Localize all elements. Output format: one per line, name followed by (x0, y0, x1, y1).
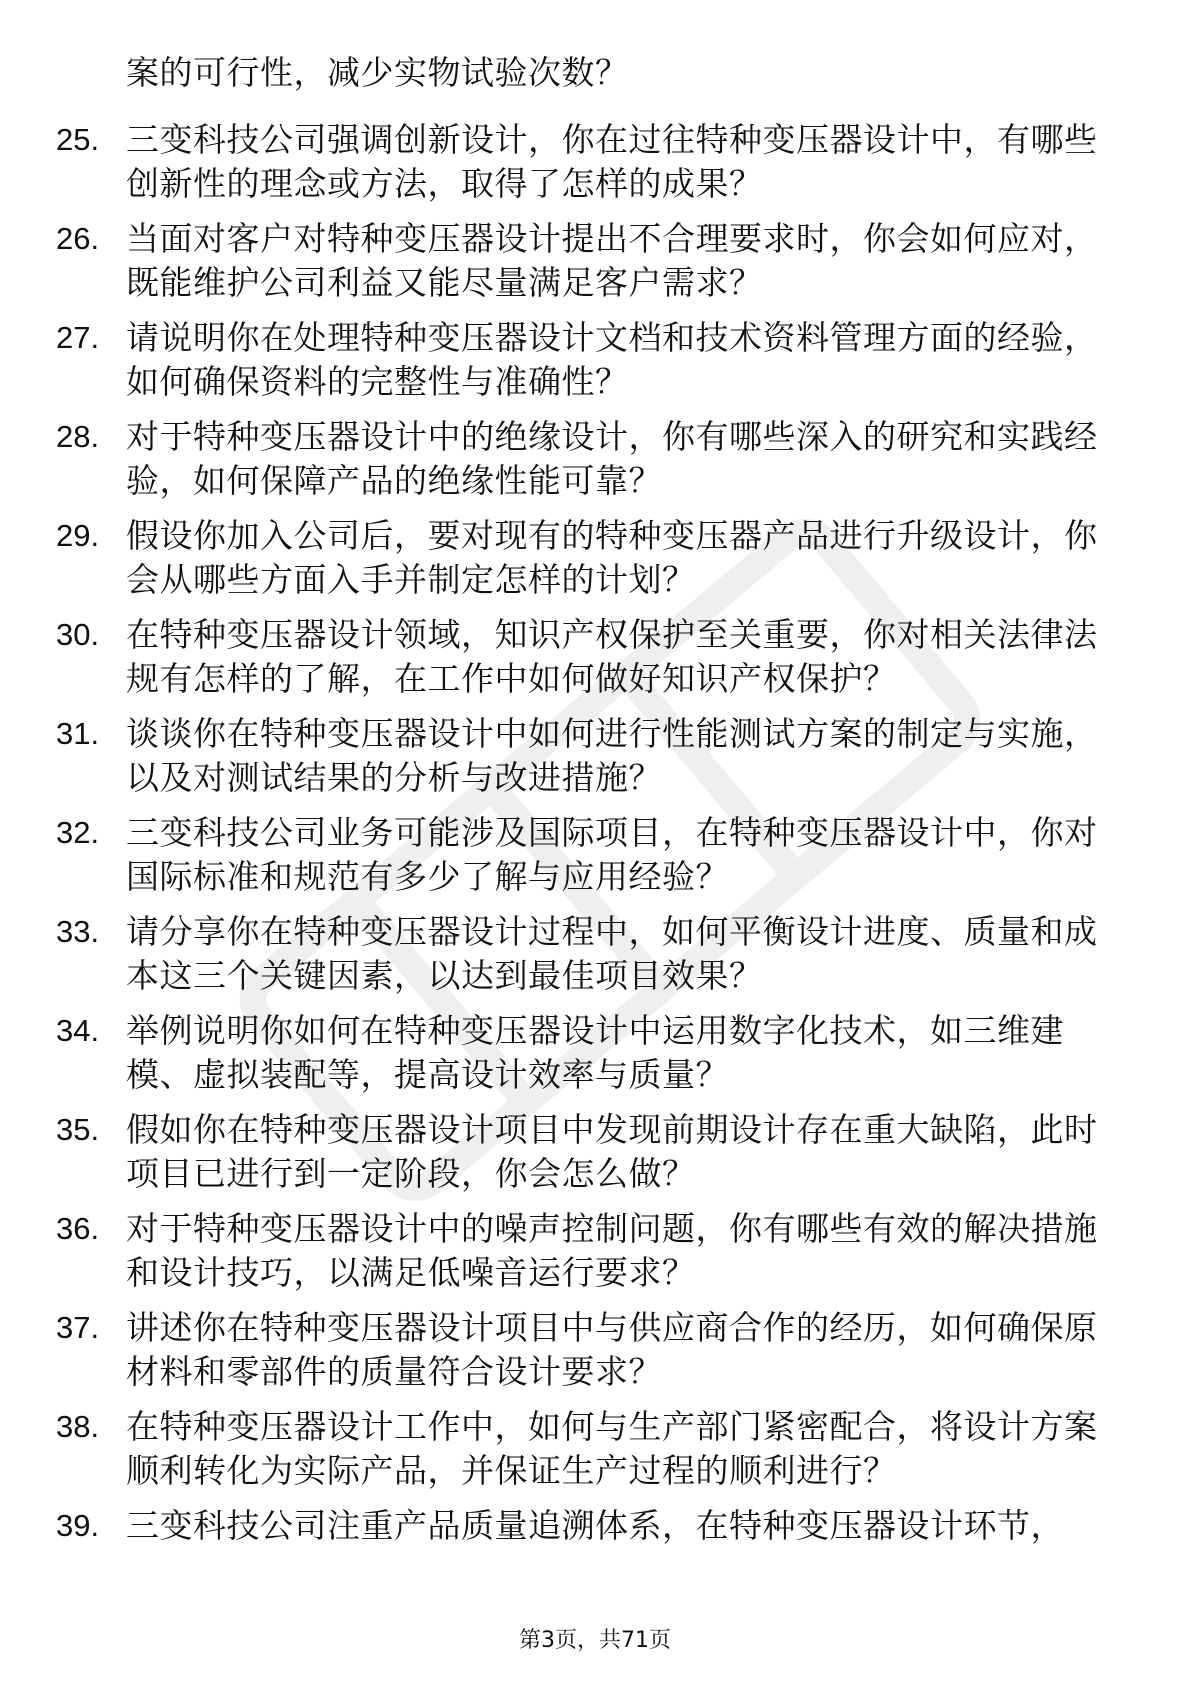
question-number: 25. (56, 122, 100, 157)
question-number: 37. (56, 1310, 100, 1345)
question-text: 三变科技公司强调创新设计，你在过往特种变压器设计中，有哪些创新性的理念或方法，取得了怎样的成果？ (126, 120, 1098, 203)
question-number: 30. (56, 617, 100, 652)
question-text: 谈谈你在特种变压器设计中如何进行性能测试方案的制定与实施，以及对测试结果的分析与改进措施？ (126, 714, 1098, 797)
question-text: 举例说明你如何在特种变压器设计中运用数字化技术，如三维建模、虚拟装配等，提高设计效率与质量？ (126, 1011, 1064, 1094)
question-item (56, 613, 1126, 701)
question-item (56, 712, 1126, 800)
question-list (56, 118, 1126, 1559)
question-item (56, 118, 1126, 206)
question-number: 35. (56, 1112, 100, 1147)
question-item (56, 1405, 1126, 1493)
question-item (56, 217, 1126, 305)
question-number: 26. (56, 221, 100, 256)
question-number: 29. (56, 518, 100, 553)
page-footer: 第3页，共71页 (519, 1628, 671, 1653)
continuation-text: 案的可行性，减少实物试验次数？ (126, 53, 629, 92)
question-item (56, 1009, 1126, 1097)
question-number: 31. (56, 716, 100, 751)
question-item (56, 1306, 1126, 1394)
question-text: 请分享你在特种变压器设计过程中，如何平衡设计进度、质量和成本这三个关键因素，以达到最佳项目效果？ (126, 912, 1098, 995)
question-text: 讲述你在特种变压器设计项目中与供应商合作的经历，如何确保原材料和零部件的质量符合设计要求？ (126, 1308, 1098, 1391)
question-text: 当面对客户对特种变压器设计提出不合理要求时，你会如何应对，既能维护公司利益又能尽量满足客户需求？ (126, 219, 1098, 302)
question-number: 34. (56, 1013, 100, 1048)
question-text: 三变科技公司注重产品质量追溯体系，在特种变压器设计环节， (126, 1506, 1064, 1545)
question-text: 假设你加入公司后，要对现有的特种变压器产品进行升级设计，你会从哪些方面入手并制定怎样的计划？ (126, 516, 1098, 599)
question-text: 在特种变压器设计工作中，如何与生产部门紧密配合，将设计方案顺利转化为实际产品，并保证生产过程的顺利进行？ (126, 1407, 1098, 1490)
question-text: 三变科技公司业务可能涉及国际项目，在特种变压器设计中，你对国际标准和规范有多少了解与应用经验？ (126, 813, 1098, 896)
question-text: 对于特种变压器设计中的绝缘设计，你有哪些深入的研究和实践经验，如何保障产品的绝缘性能可靠？ (126, 417, 1098, 500)
question-item (56, 1504, 1126, 1548)
question-text: 在特种变压器设计领域，知识产权保护至关重要，你对相关法律法规有怎样的了解，在工作中如何做好知识产权保护？ (126, 615, 1098, 698)
question-number: 33. (56, 914, 100, 949)
question-item (56, 910, 1126, 998)
question-item (56, 811, 1126, 899)
question-number: 32. (56, 815, 100, 850)
question-number: 39. (56, 1508, 100, 1543)
question-text: 请说明你在处理特种变压器设计文档和技术资料管理方面的经验，如何确保资料的完整性与准确性？ (126, 318, 1098, 401)
question-item (56, 316, 1126, 404)
question-number: 28. (56, 419, 100, 454)
question-item (56, 1207, 1126, 1295)
question-number: 38. (56, 1409, 100, 1444)
question-item (56, 514, 1126, 602)
question-text: 对于特种变压器设计中的噪声控制问题，你有哪些有效的解决措施和设计技巧，以满足低噪音运行要求？ (126, 1209, 1098, 1292)
question-item (56, 1108, 1126, 1196)
question-item (56, 415, 1126, 503)
question-number: 36. (56, 1211, 100, 1246)
question-text: 假如你在特种变压器设计项目中发现前期设计存在重大缺陷，此时项目已进行到一定阶段，你会怎么做？ (126, 1110, 1098, 1193)
question-number: 27. (56, 320, 100, 355)
